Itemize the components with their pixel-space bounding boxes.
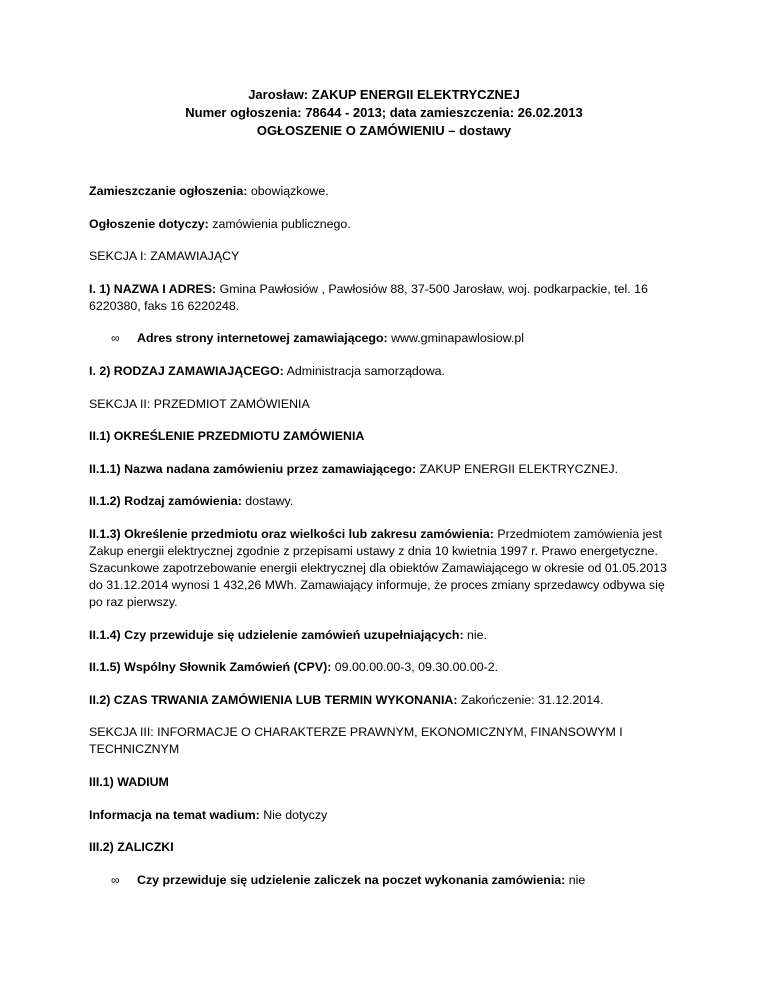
paragraph-ii12 (89, 493, 679, 510)
paragraph-zamieszczanie (89, 183, 679, 200)
value: www.gminapawlosiow.pl (387, 331, 524, 346)
paragraph-ii14 (89, 627, 679, 644)
value: nie (565, 872, 586, 887)
label: III.1) WADIUM (89, 774, 169, 789)
value: nie. (463, 627, 487, 642)
value: dostawy. (241, 494, 294, 509)
paragraph-wadium (89, 807, 679, 824)
section-heading-1: SEKCJA I: ZAMAWIAJĄCY (89, 249, 240, 264)
header-notice-number: Numer ogłoszenia: 78644 - 2013; data zamieszczenia: 26.02.2013 (185, 105, 583, 120)
paragraph-iii2 (89, 839, 679, 856)
label: III.2) ZALICZKI (89, 840, 174, 855)
bullet-icon: ∞ (111, 331, 120, 346)
paragraph-ii13 (89, 526, 679, 611)
label: I. 2) RODZAJ ZAMAWIAJĄCEGO: (89, 363, 284, 378)
label: Ogłoszenie dotyczy: (89, 216, 209, 231)
label: II.2) CZAS TRWANIA ZAMÓWIENIA LUB TERMIN WYKONANIA: (89, 692, 458, 707)
bullet-item-zaliczki (89, 872, 679, 889)
paragraph-ii2 (89, 692, 679, 709)
label: II.1.1) Nazwa nadana zamówieniu przez zamawiającego: (89, 461, 417, 476)
section-heading-3: SEKCJA III: INFORMACJE O CHARAKTERZE PRAWNYM, EKONOMICZNYM, FINANSOWYM I TECHNICZNYM (89, 725, 623, 757)
header-notice-type: OGŁOSZENIE O ZAMÓWIENIU – dostawy (256, 123, 512, 138)
value: Zakończenie: 31.12.2014. (457, 692, 604, 707)
paragraph-ii15 (89, 659, 679, 676)
label: Zamieszczanie ogłoszenia: (89, 184, 248, 198)
value: obowiązkowe. (247, 184, 329, 198)
paragraph-ii11 (89, 461, 679, 478)
bullet-icon: ∞ (111, 872, 120, 887)
bullet-item-www (89, 330, 679, 347)
label: II.1.2) Rodzaj zamówienia: (89, 494, 242, 509)
value: Administracja samorządowa. (283, 363, 445, 378)
label: II.1.3) Określenie przedmiotu oraz wielkości lub zakresu zamówienia: (89, 526, 494, 541)
paragraph-iii1 (89, 774, 679, 791)
value: zamówienia publicznego. (208, 216, 351, 231)
label: Adres strony internetowej zamawiającego: (137, 331, 388, 346)
header-title: Jarosław: ZAKUP ENERGII ELEKTRYCZNEJ (248, 87, 520, 102)
value: ZAKUP ENERGII ELEKTRYCZNEJ. (416, 461, 619, 476)
document-body (89, 183, 679, 904)
label: Informacja na temat wadium: (89, 807, 260, 822)
value: 09.00.00.00-3, 09.30.00.00-2. (331, 660, 499, 675)
label: II.1.4) Czy przewiduje się udzielenie zamówień uzupełniających: (89, 627, 464, 642)
label: Czy przewiduje się udzielenie zaliczek na poczet wykonania zamówienia: (137, 872, 566, 887)
label: I. 1) NAZWA I ADRES: (89, 281, 217, 296)
label: II.1) OKREŚLENIE PRZEDMIOTU ZAMÓWIENIA (89, 429, 365, 444)
document-header (0, 86, 768, 140)
paragraph-i2 (89, 363, 679, 380)
paragraph-ii1 (89, 428, 679, 445)
section-heading-2: SEKCJA II: PRZEDMIOT ZAMÓWIENIA (89, 396, 310, 411)
value: Nie dotyczy (259, 807, 328, 822)
value: Przedmiotem zamówienia jest Zakup energii elektrycznej zgodnie z przepisami ustawy z dnia 10 kwietnia 1997 r. Prawo energetyczne. Szacunkowe zapotrzebowanie energii elektrycznej dla obiektów Zamawiającego w okresie od 01.05.2013 do 31.12.2014 wynosi 1 432,26 MWh. Zamawiający informuje, że proces zmiany sprzedawcy odbywa się po raz pierwszy. (89, 526, 667, 609)
value: Gmina Pawłosiów , Pawłosiów 88, 37-500 Jarosław, woj. podkarpackie, tel. 16 6220380, faks 16 6220248. (89, 281, 648, 313)
label: II.1.5) Wspólny Słownik Zamówień (CPV): (89, 660, 332, 675)
paragraph-dotyczy (89, 216, 679, 233)
paragraph-i1 (89, 281, 679, 315)
